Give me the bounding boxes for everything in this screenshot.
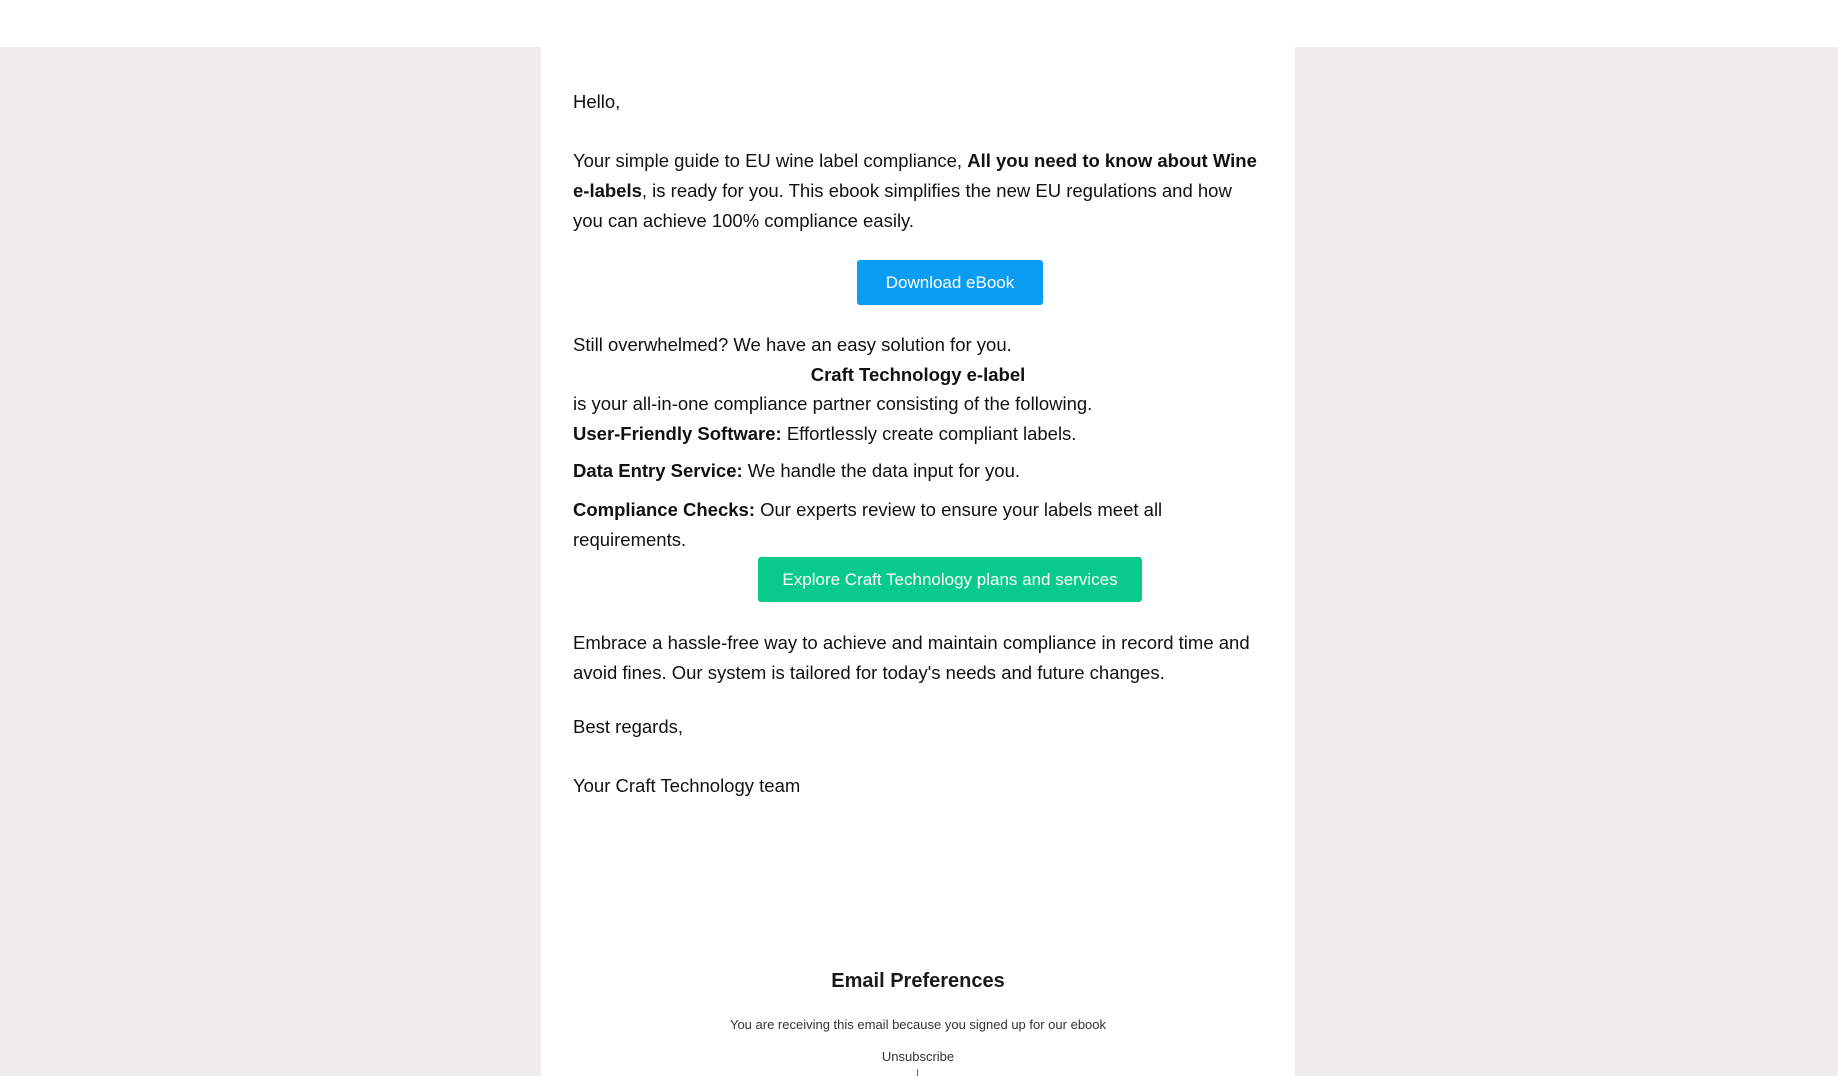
top-bar xyxy=(0,0,1838,47)
feature-description: Effortlessly create compliant labels. xyxy=(781,423,1077,444)
regards-text: Best regards, xyxy=(573,716,684,737)
email-body xyxy=(541,47,1295,1076)
footer-divider xyxy=(917,1069,918,1076)
unsubscribe-link[interactable]: Unsubscribe xyxy=(881,1049,955,1064)
feature-title: Compliance Checks: xyxy=(573,499,755,520)
email-reason-text: You are receiving this email because you signed up for our ebook xyxy=(729,1017,1107,1032)
feature-item xyxy=(573,419,1076,449)
feature-description: We handle the data input for you. xyxy=(742,460,1021,481)
feature-item xyxy=(573,495,1263,555)
intro-text-start: Your simple guide to EU wine label compliance, xyxy=(573,150,968,171)
embrace-paragraph: Embrace a hassle-free way to achieve and maintain compliance in record time and avoid fines. Our system is tailored for today's needs and future changes. xyxy=(573,632,1250,683)
intro-paragraph xyxy=(573,146,1263,236)
feature-item xyxy=(573,456,1020,486)
greeting-text: Hello, xyxy=(573,91,621,112)
signature-text: Your Craft Technology team xyxy=(573,775,801,796)
ebook-title: All you need to know about Wine e-labels xyxy=(573,150,1257,201)
feature-description: Our experts review to ensure your labels meet all requirements. xyxy=(573,499,1163,550)
brand-name: Craft Technology e-label xyxy=(810,364,1026,385)
explore-plans-button[interactable]: Explore Craft Technology plans and services xyxy=(758,557,1142,602)
email-preferences-title: Email Preferences xyxy=(831,970,1005,992)
intro-text-end: , is ready for you. This ebook simplifies the new EU regulations and how you can achieve 100% compliance easily. xyxy=(573,180,1232,231)
feature-title: Data Entry Service: xyxy=(573,460,743,481)
overwhelmed-text: Still overwhelmed? We have an easy solution for you. xyxy=(573,334,1012,355)
partner-text: is your all-in-one compliance partner consisting of the following. xyxy=(573,393,1093,414)
download-ebook-button[interactable]: Download eBook xyxy=(857,260,1043,305)
feature-title: User-Friendly Software: xyxy=(573,423,782,444)
